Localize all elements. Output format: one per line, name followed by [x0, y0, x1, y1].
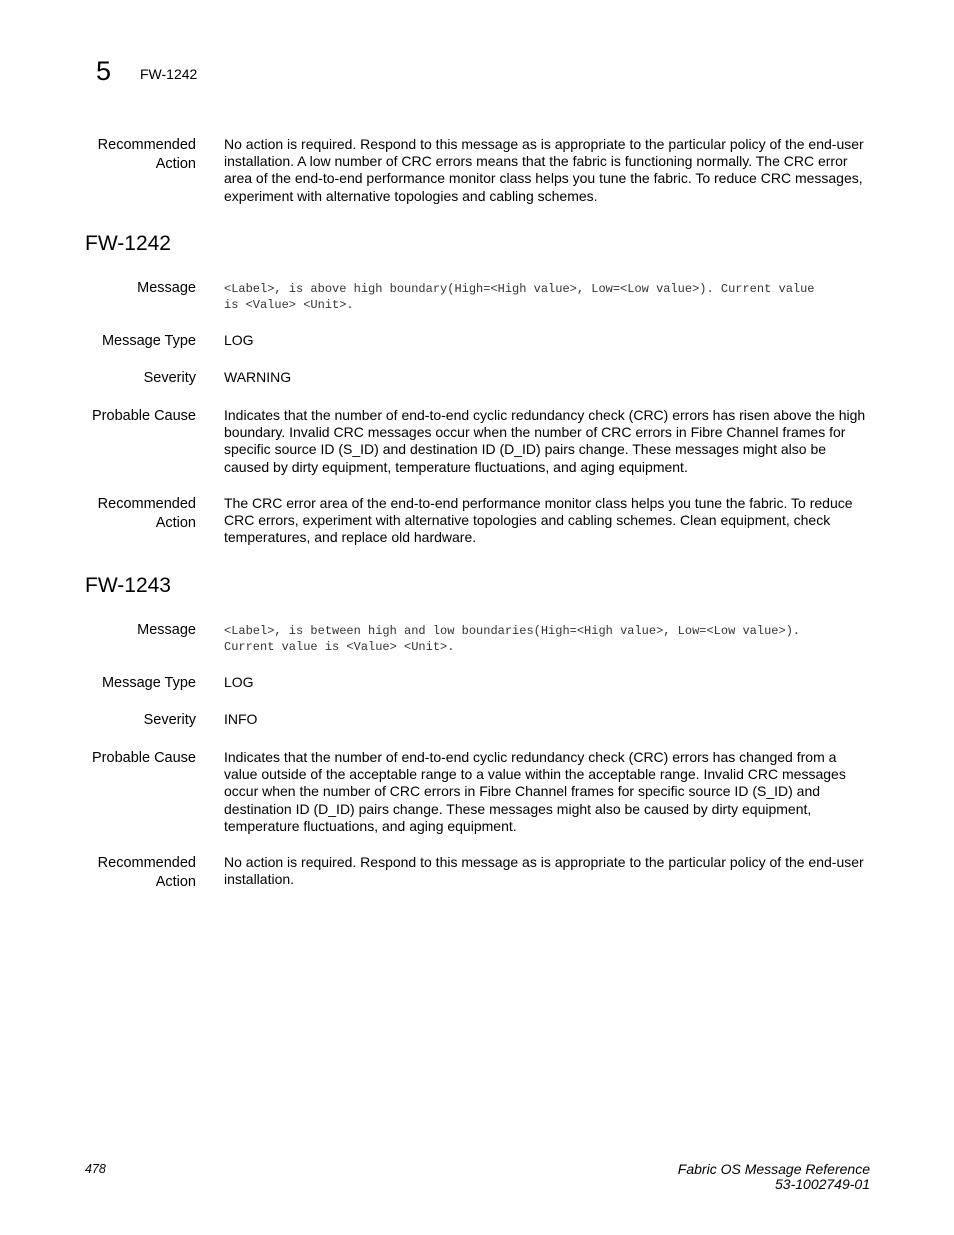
fw1242-cause-text: Indicates that the number of end-to-end cyclic redundancy check (CRC) errors has risen above the high boundary. Invalid CRC messages occur when the number of CRC errors in Fibre Channel frames for specific source ID (S_ID) and destination ID (D_ID) pairs change. These messages might also be caused by dirty equipment, temperature fluctuations, and aging equipment.	[224, 407, 866, 475]
fw1243-type-value: LOG	[224, 674, 254, 690]
doc-title: Fabric OS Message Reference	[677, 1161, 870, 1177]
footer-doc-info	[678, 1162, 870, 1192]
fw1243-cause-text: Indicates that the number of end-to-end cyclic redundancy check (CRC) errors has changed from a value outside of the acceptable range to a value within the acceptable range. Invalid CRC messages occur when the number of CRC errors in Fibre Channel frames for specific source ID (S_ID) and destination ID (D_ID) pairs change. These messages might also be caused by dirty equipment, temperature fluctuations, and aging equipment.	[224, 749, 846, 834]
section-title-fw1243: FW-1243	[85, 574, 171, 597]
fw1242-severity-value: WARNING	[224, 369, 292, 385]
fw1242-message-text: <Label>, is above high boundary(High=<High value>, Low=<Low value>). Current value is <Value> <Unit>.	[224, 282, 815, 312]
doc-number: 53-1002749-01	[775, 1176, 870, 1192]
fw1242-message-label: Message	[137, 280, 196, 296]
chapter-number: 5	[96, 56, 112, 86]
prev-rec-action-label: Recommended Action	[97, 137, 196, 172]
fw1242-action-label: Recommended Action	[97, 496, 196, 531]
fw1243-message-label: Message	[137, 622, 196, 638]
fw1243-severity-value: INFO	[224, 711, 258, 727]
fw1243-action-label: Recommended Action	[97, 855, 196, 890]
running-head: FW-1242	[140, 66, 198, 82]
fw1243-severity-label: Severity	[143, 712, 196, 728]
fw1242-severity-label: Severity	[143, 370, 196, 386]
fw1242-type-value: LOG	[224, 332, 254, 348]
fw1242-action-text: The CRC error area of the end-to-end performance monitor class helps you tune the fabric. To reduce CRC errors, experiment with alternative topologies and cabling schemes. Clean equipment, check temperatures, and replace old hardware.	[224, 495, 853, 546]
fw1243-message-text: <Label>, is between high and low boundaries(High=<High value>, Low=<Low value>). Current value is <Value> <Unit>.	[224, 624, 801, 654]
section-title-fw1242: FW-1242	[85, 232, 171, 255]
fw1242-type-label: Message Type	[101, 333, 196, 349]
fw1242-cause-label: Probable Cause	[92, 408, 196, 424]
page-number: 478	[85, 1162, 106, 1176]
fw1243-type-label: Message Type	[101, 675, 196, 691]
fw1243-cause-label: Probable Cause	[92, 750, 196, 766]
fw1243-action-text: No action is required. Respond to this message as is appropriate to the particular policy of the end-user installation.	[224, 854, 864, 888]
prev-rec-action-text: No action is required. Respond to this message as is appropriate to the particular policy of the end-user installation. A low number of CRC errors means that the fabric is functioning normally. The CRC error area of the end-to-end performance monitor class helps you tune the fabric. To reduce CRC messages, experiment with alternative topologies and cabling schemes.	[224, 136, 864, 204]
